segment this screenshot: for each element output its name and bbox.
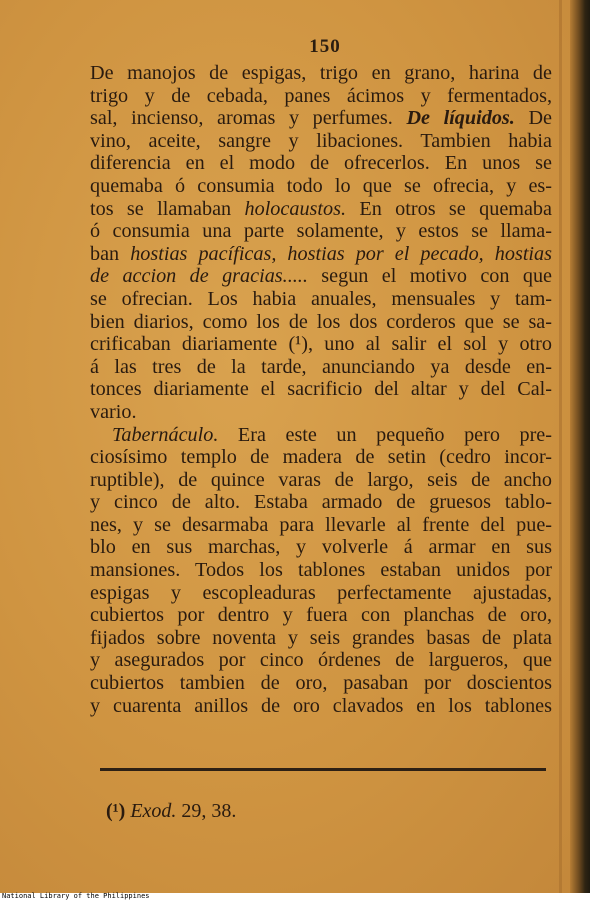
- library-credit: National Library of the Philippines: [2, 892, 150, 900]
- text-segment: De: [514, 107, 552, 130]
- text-line: [90, 356, 552, 379]
- text-segment: y asegurados por cinco órdenes de largueros, que: [90, 649, 552, 672]
- text-segment: mansiones. Todos los tablones estaban unidos por: [90, 559, 552, 582]
- text-segment: sal, incienso, aromas y perfumes.: [90, 107, 407, 130]
- text-segment: quemaba ó consumia todo lo que se ofrecia, y es-: [90, 174, 552, 197]
- text-line: [90, 130, 552, 153]
- text-segment: tos se llamaban: [90, 197, 245, 220]
- text-line: [90, 514, 552, 537]
- text-line: [90, 175, 552, 198]
- footnote-reference: Exod.: [130, 800, 177, 822]
- text-line: [90, 311, 552, 334]
- text-line: [90, 695, 552, 718]
- text-line: [90, 85, 552, 108]
- book-spine-edge: [570, 0, 590, 893]
- text-line: [90, 672, 552, 695]
- text-segment: ban: [90, 242, 131, 265]
- text-segment: segun el motivo con que: [307, 265, 552, 288]
- text-segment: holocaustos.: [244, 197, 346, 220]
- text-segment: En otros se quemaba: [346, 197, 552, 220]
- page-number: 150: [309, 36, 341, 57]
- text-line: [90, 446, 552, 469]
- text-line: [90, 424, 552, 447]
- text-line: [90, 220, 552, 243]
- text-segment: blo en sus marchas, y volverle á armar en sus: [90, 536, 552, 559]
- text-segment: crificaban diariamente (¹), uno al salir el sol y otro: [90, 333, 552, 356]
- page-fold-shadow: [559, 0, 562, 893]
- text-segment: ó consumia una parte solamente, y estos se llama-: [90, 220, 552, 243]
- text-line: [90, 243, 552, 266]
- text-segment: vario.: [90, 400, 137, 423]
- text-line: [90, 604, 552, 627]
- footnote-mark: (¹): [106, 800, 126, 822]
- text-line: [90, 469, 552, 492]
- text-segment: tonces diariamente el sacrificio del altar y del Cal-: [90, 378, 552, 401]
- text-segment: cubiertos por dentro y fuera con planchas de oro,: [90, 604, 552, 627]
- text-line: [90, 333, 552, 356]
- text-line: [90, 378, 552, 401]
- text-segment: vino, aceite, sangre y libaciones. Tambien habia: [90, 129, 552, 152]
- text-segment: diferencia en el modo de ofrecerlos. En unos se: [90, 152, 552, 175]
- text-segment: ruptible), de quince varas de largo, seis de ancho: [90, 468, 552, 491]
- text-segment: De manojos de espigas, trigo en grano, harina de: [90, 62, 552, 84]
- text-line: [90, 627, 552, 650]
- text-segment: bien diarios, como los de los dos corderos que se sa-: [90, 310, 552, 333]
- text-segment: Tabernáculo.: [112, 423, 219, 446]
- footnote-citation: 29, 38.: [181, 800, 237, 822]
- text-line: [90, 288, 552, 311]
- text-line: [90, 198, 552, 221]
- text-line: [90, 536, 552, 559]
- text-segment: cubiertos tambien de oro, pasaban por doscientos: [90, 672, 552, 695]
- text-segment: de accion de gracias.....: [90, 265, 308, 288]
- text-segment: á las tres de la tarde, anunciando ya desde en-: [90, 355, 552, 378]
- body-text: [90, 62, 552, 717]
- text-line: [90, 265, 552, 288]
- text-segment: nes, y se desarmaba para llevarle al frente del pue-: [90, 513, 552, 536]
- text-line: [90, 491, 552, 514]
- text-segment: y cinco de alto. Estaba armado de gruesos tablo-: [90, 491, 552, 514]
- text-line: [90, 559, 552, 582]
- text-line: [90, 152, 552, 175]
- text-segment: fijados sobre noventa y seis grandes basas de plata: [90, 626, 552, 649]
- text-line: [90, 582, 552, 605]
- text-line: [90, 401, 552, 424]
- footnote: [106, 800, 236, 823]
- text-segment: hostias pacíficas, hostias por el pecado, hostias: [130, 242, 552, 265]
- footnote-rule: [100, 768, 546, 771]
- text-line: [90, 649, 552, 672]
- text-segment: trigo y de cebada, panes ácimos y fermentados,: [90, 84, 552, 107]
- text-segment: ciosísimo templo de madera de setin (cedro incor-: [90, 446, 552, 469]
- text-segment: De líquidos.: [406, 107, 515, 130]
- text-segment: Era este un pequeño pero pre-: [218, 423, 552, 446]
- text-segment: se ofrecian. Los habia anuales, mensuales y tam-: [90, 287, 552, 310]
- text-line: [90, 62, 552, 85]
- text-line: [90, 107, 552, 130]
- text-segment: y cuarenta anillos de oro clavados en los tablones: [90, 694, 552, 717]
- text-segment: espigas y escopleaduras perfectamente ajustadas,: [90, 581, 552, 604]
